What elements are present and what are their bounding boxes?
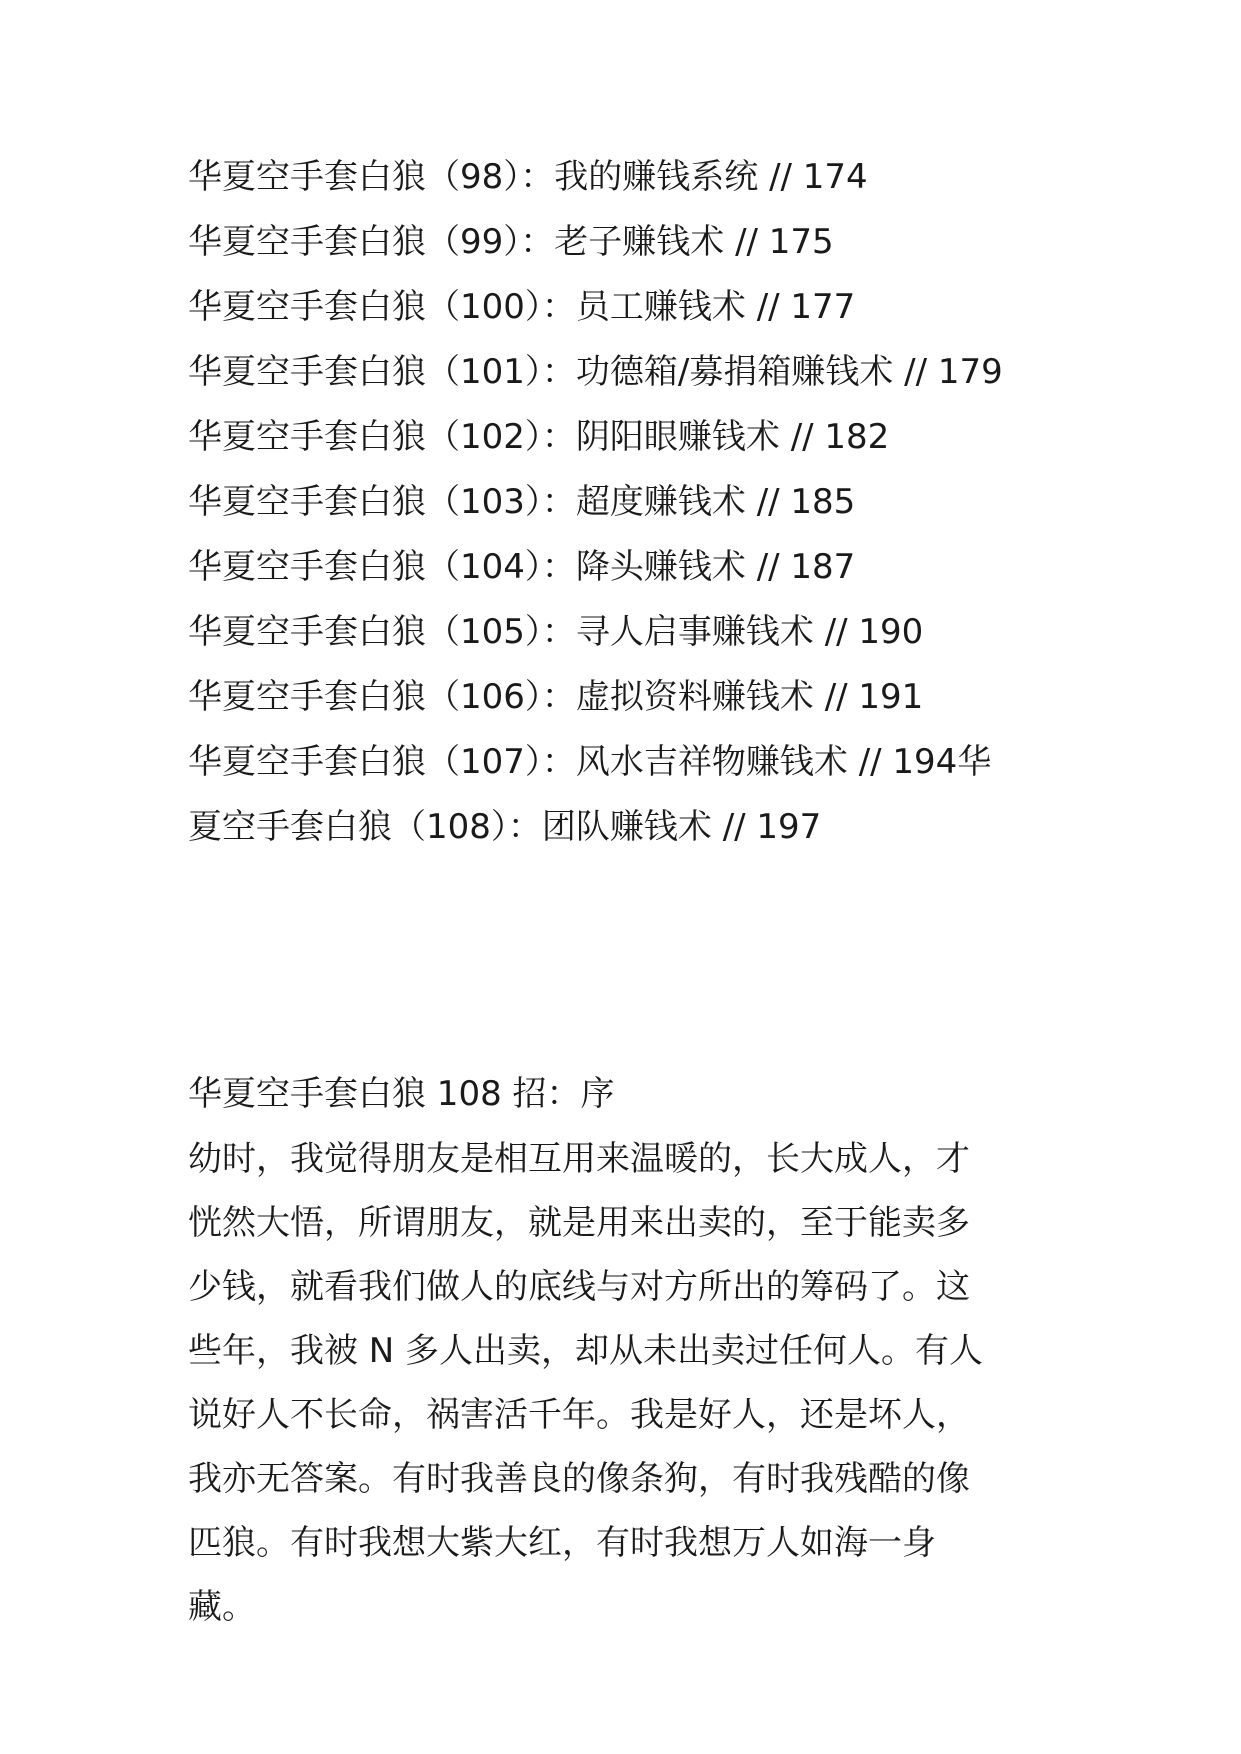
toc-entry: 华夏空手套白狼（106）：虚拟资料赚钱术 // 191 [188, 677, 924, 717]
paragraph-line: 少钱，就看我们做人的底线与对方所出的筹码了。这 [188, 1267, 970, 1307]
section-title: 华夏空手套白狼 108 招：序 [188, 1074, 615, 1114]
toc-entry: 华夏空手套白狼（105）：寻人启事赚钱术 // 190 [188, 612, 924, 652]
paragraph-line: 幼时，我觉得朋友是相互用来温暖的，长大成人，才 [188, 1139, 970, 1179]
toc-entry: 华夏空手套白狼（104）：降头赚钱术 // 187 [188, 547, 856, 587]
toc-entry: 华夏空手套白狼（98）：我的赚钱系统 // 174 [188, 157, 868, 197]
toc-entry: 华夏空手套白狼（102）：阴阳眼赚钱术 // 182 [188, 417, 890, 457]
table-of-contents [188, 145, 1058, 860]
body-paragraph [188, 1127, 1058, 1639]
paragraph-line: 藏。 [188, 1587, 256, 1627]
paragraph-line: 匹狼。有时我想大紫大红，有时我想万人如海一身 [188, 1523, 936, 1563]
toc-entry: 华夏空手套白狼（107）：风水吉祥物赚钱术 // 194华 [188, 742, 992, 782]
toc-entry: 华夏空手套白狼（100）：员工赚钱术 // 177 [188, 287, 856, 327]
toc-entry: 华夏空手套白狼（99）：老子赚钱术 // 175 [188, 222, 834, 262]
paragraph-line: 恍然大悟，所谓朋友，就是用来出卖的，至于能卖多 [188, 1203, 970, 1243]
toc-entry: 夏空手套白狼（108）：团队赚钱术 // 197 [188, 807, 822, 847]
paragraph-line: 我亦无答案。有时我善良的像条狗，有时我残酷的像 [188, 1459, 970, 1499]
paragraph-line: 些年，我被 N 多人出卖，却从未出卖过任何人。有人 [188, 1331, 984, 1371]
toc-entry: 华夏空手套白狼（103）：超度赚钱术 // 185 [188, 482, 856, 522]
toc-entry: 华夏空手套白狼（101）：功德箱/募捐箱赚钱术 // 179 [188, 352, 1003, 392]
paragraph-line: 说好人不长命，祸害活千年。我是好人，还是坏人， [188, 1395, 970, 1435]
